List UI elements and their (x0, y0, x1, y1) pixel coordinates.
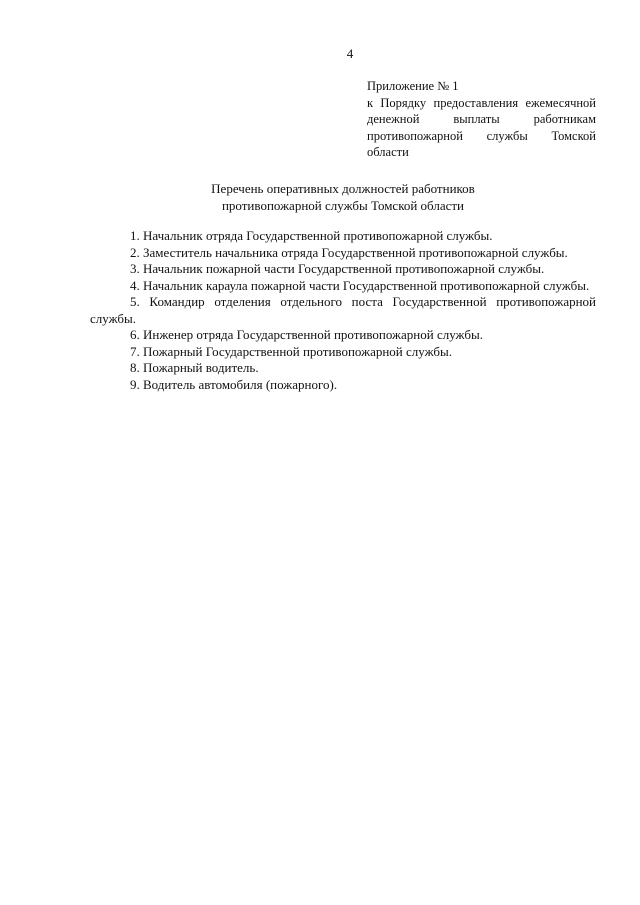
list-item: 7. Пожарный Государственной противопожарной службы. (130, 343, 452, 359)
list-item: 1. Начальник отряда Государственной противопожарной службы. (130, 228, 493, 243)
list-item: 9. Водитель автомобиля (пожарного). (130, 376, 338, 392)
document-title-line-1: Перечень оперативных должностей работников (211, 181, 475, 196)
appendix-block (367, 78, 596, 161)
list-item: 8. Пожарный водитель. (130, 360, 259, 375)
list-item: 3. Начальник пожарной части Государственной противопожарной службы. (130, 261, 545, 276)
positions-list (90, 228, 596, 393)
appendix-title: Приложение № 1 (367, 79, 459, 93)
list-item: 2. Заместитель начальника отряда Государственной противопожарной службы. (130, 244, 568, 260)
document-title (90, 180, 596, 214)
list-item: 6. Инженер отряда Государственной противопожарной службы. (130, 327, 483, 342)
appendix-body: к Порядку предоставления ежемесячной денежной выплаты работникам противопожарной службы Томской области (367, 95, 596, 159)
list-item: 5. Командир отделения отдельного поста Государственной противопожарной службы. (90, 294, 596, 326)
page-number: 4 (346, 46, 354, 61)
list-item: 4. Начальник караула пожарной части Государственной противопожарной службы. (130, 277, 590, 293)
document-title-line-2: противопожарной службы Томской области (221, 198, 465, 213)
